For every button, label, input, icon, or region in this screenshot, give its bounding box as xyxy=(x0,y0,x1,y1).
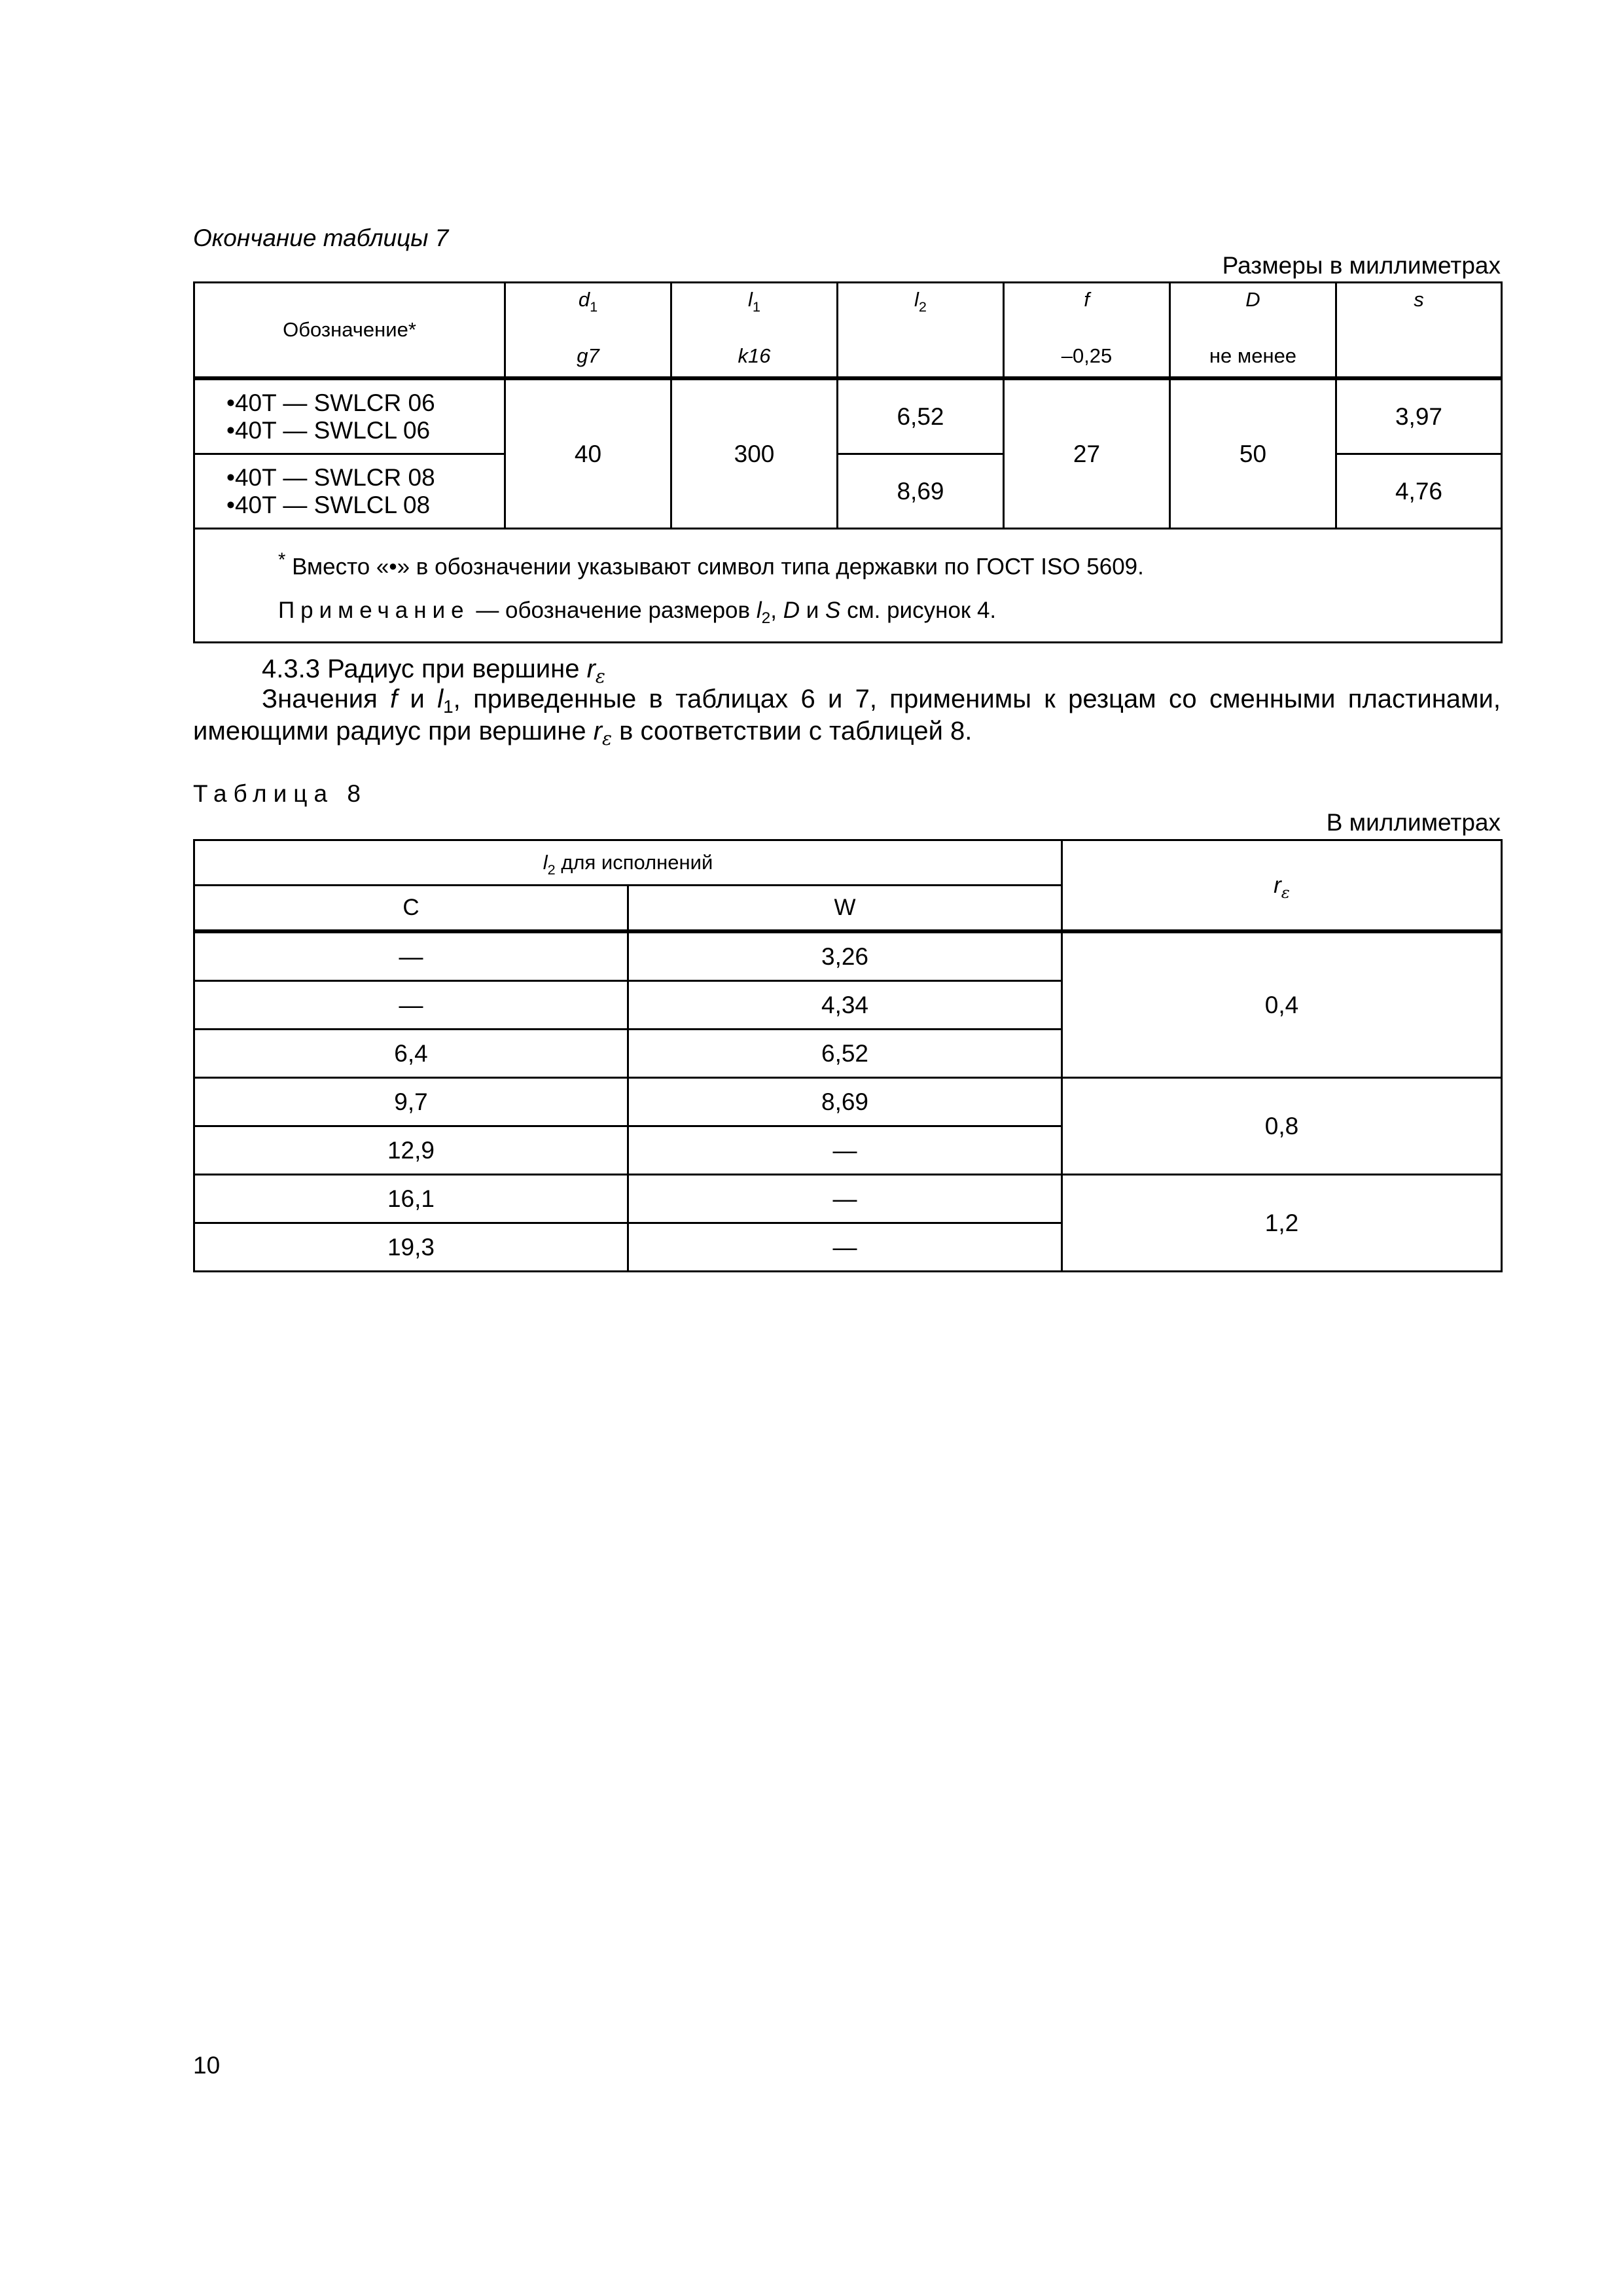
c-value: 12,9 xyxy=(194,1126,628,1175)
w-value: — xyxy=(628,1223,1062,1272)
table7-units: Размеры в миллиметрах xyxy=(1222,252,1501,279)
D-symbol: D xyxy=(1245,288,1260,311)
c-value: 19,3 xyxy=(194,1223,628,1272)
page-number: 10 xyxy=(193,2052,221,2079)
l2-symbol: l xyxy=(914,288,919,311)
r-value: 1,2 xyxy=(1062,1175,1502,1272)
header-l2 xyxy=(838,283,1004,379)
designation-cell xyxy=(194,454,505,529)
designation-line: •40T — SWLCL 08 xyxy=(226,491,431,518)
table7-note: Примечание — обозначение размеров $l_2$, D и S см. рисунок 4. xyxy=(278,597,997,627)
table-7 xyxy=(193,281,1503,643)
header-D xyxy=(1170,283,1336,379)
d1-tolerance: g7 xyxy=(577,344,599,367)
header-l2-versions: $l_2$ для исполнений xyxy=(194,840,1062,886)
w-value: 6,52 xyxy=(628,1030,1062,1078)
note-label: Примечание xyxy=(278,597,470,623)
table7-notes-row xyxy=(194,529,1502,643)
r-value: 0,8 xyxy=(1062,1078,1502,1175)
s-symbol: s xyxy=(1414,288,1424,311)
designation-cell xyxy=(194,378,505,454)
l1-tolerance: k16 xyxy=(738,344,771,367)
designation-line: •40T — SWLCR 08 xyxy=(226,463,435,491)
r-value: 0,4 xyxy=(1062,931,1502,1078)
c-value: 9,7 xyxy=(194,1078,628,1126)
d1-value: 40 xyxy=(505,378,671,529)
s-value: 3,97 xyxy=(1336,378,1502,454)
header-c: C xyxy=(194,886,628,932)
c-value: 6,4 xyxy=(194,1030,628,1078)
D-value: 50 xyxy=(1170,378,1336,529)
s-value: 4,76 xyxy=(1336,454,1502,529)
w-value: — xyxy=(628,1175,1062,1223)
header-designation: Обозначение* xyxy=(194,283,505,379)
designation-line: •40T — SWLCR 06 xyxy=(226,389,435,416)
header-w: W xyxy=(628,886,1062,932)
table-row xyxy=(194,1078,1502,1126)
l2-sub: 2 xyxy=(918,298,927,315)
section-heading: 4.3.3 Радиус при вершине $r_\varepsilon$ xyxy=(262,655,605,687)
c-value: — xyxy=(194,931,628,981)
D-tolerance: не менее xyxy=(1209,344,1297,367)
table-row xyxy=(194,931,1502,981)
table7-header-row xyxy=(194,283,1502,379)
table-row xyxy=(194,378,1502,454)
table7-caption: Окончание таблицы 7 xyxy=(193,224,449,251)
c-value: 16,1 xyxy=(194,1175,628,1223)
table7-notes xyxy=(194,529,1502,643)
header-l1 xyxy=(671,283,838,379)
f-symbol: f xyxy=(1084,288,1090,311)
l1-sub: 1 xyxy=(752,298,760,315)
l2-value: 8,69 xyxy=(838,454,1004,529)
d1-sub: 1 xyxy=(590,298,598,315)
header-d1 xyxy=(505,283,671,379)
f-tolerance: –0,25 xyxy=(1061,344,1113,367)
w-value: 3,26 xyxy=(628,931,1062,981)
w-value: — xyxy=(628,1126,1062,1175)
l1-symbol: l xyxy=(748,288,753,311)
l2-value: 6,52 xyxy=(838,378,1004,454)
c-value: — xyxy=(194,981,628,1030)
section-paragraph: Значения f и $l_1$, приведенные в таблицах 6 и 7, применимы к резцам со сменными пластинами, имеющими радиус при вершине $r_\varepsilon$ в соответствии с таблицей 8. xyxy=(193,685,1501,749)
l1-value: 300 xyxy=(671,378,838,529)
f-value: 27 xyxy=(1004,378,1170,529)
w-value: 4,34 xyxy=(628,981,1062,1030)
d1-symbol: d xyxy=(578,288,590,311)
header-r-epsilon: $r_\varepsilon$ xyxy=(1062,840,1502,932)
table8-header-row xyxy=(194,840,1502,886)
w-value: 8,69 xyxy=(628,1078,1062,1126)
table8-units: В миллиметрах xyxy=(1326,809,1501,836)
header-s xyxy=(1336,283,1502,379)
designation-line: •40T — SWLCL 06 xyxy=(226,416,431,444)
footnote: * Вместо «•» в обозначении указывают символ типа державки по ГОСТ ISO 5609. xyxy=(278,550,1144,580)
table-row xyxy=(194,1175,1502,1223)
header-f xyxy=(1004,283,1170,379)
table-8 xyxy=(193,839,1503,1272)
table8-caption: Таблица 8 xyxy=(193,780,367,807)
